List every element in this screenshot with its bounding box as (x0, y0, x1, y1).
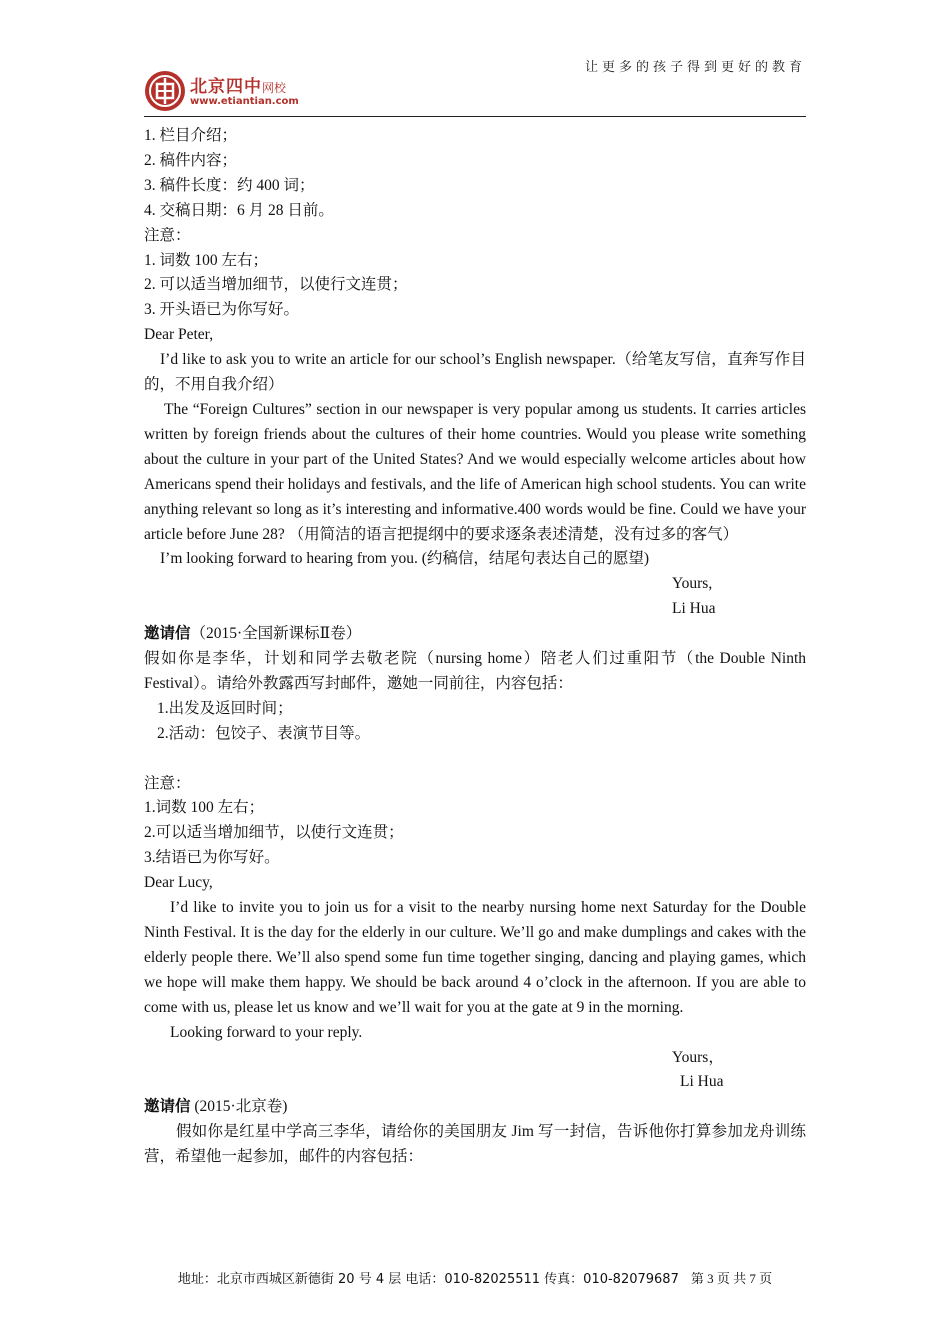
letter-paragraph: Looking forward to your reply. (170, 1023, 363, 1041)
section-title: 邀请信 (144, 1098, 191, 1116)
logo-name: 北京四中网校 (190, 77, 287, 97)
section-title: 邀请信 (144, 625, 191, 643)
page-footer (0, 1268, 950, 1287)
document-body (144, 124, 806, 1170)
letter-paragraph: I’d like to ask you to write an article for our school’s English newspaper.（给笔友写信，直奔写作目的，不用自我介绍） (144, 351, 806, 394)
text-line: 3. 稿件长度：约 400 词； (144, 176, 315, 194)
text-line: 2.可以适当增加细节，以使行文连贯； (144, 824, 404, 842)
header-slogan: 让更多的孩子得到更好的教育 (584, 60, 806, 75)
text-line: 1. 栏目介绍； (144, 127, 238, 144)
text-line: 注意： (144, 226, 191, 244)
letter-closing: Yours, (672, 575, 713, 593)
letter-salutation: Dear Peter, (144, 326, 214, 344)
letter-paragraph: The “Foreign Cultures” section in our newspaper is very popular among us students. It carries articles written by foreign friends about the cultures of their home countries. Would you please write something about the culture in your part of the United States? And we would especially welcome articles about how Americans spend their holidays and festivals, and the life of American high school students. You can write anything relevant so long as it’s interesting and informative.400 words would be fine. Could we have your article before June 28? （用简洁的语言把提纲中的要求逐条表述清楚，没有过多的客气） (144, 400, 806, 543)
text-line: 2. 稿件内容； (144, 151, 238, 169)
page-header (144, 50, 806, 117)
letter-signature: Li Hua (672, 600, 716, 618)
logo-emblem-icon (144, 70, 186, 112)
section-heading (144, 622, 806, 647)
section-source: (2015·北京卷) (190, 1098, 288, 1116)
text-line: 1.出发及返回时间； (157, 699, 293, 717)
text-line: 1.词数 100 左右； (144, 799, 265, 817)
task-prompt: 假如你是红星中学高三李华，请给你的美国朋友 Jim 写一封信，告诉他你打算参加龙舟训练营，希望他一起参加，邮件的内容包括： (144, 1123, 806, 1166)
task-prompt: 假如你是李华，计划和同学去敬老院（nursing home）陪老人们过重阳节（the Double Ninth Festival）。请给外教露西写封邮件，邀她一同前往，内容包括： (144, 650, 806, 692)
letter-closing: Yours， (672, 1048, 724, 1066)
section-heading (144, 1095, 806, 1120)
letter-paragraph: I’m looking forward to hearing from you. (约稿信，结尾句表达自己的愿望) (160, 550, 650, 568)
text-line: 注意： (144, 774, 191, 792)
text-line: 4. 交稿日期：6 月 28 日前。 (144, 201, 334, 219)
letter-paragraph: I’d like to invite you to join us for a visit to the nearby nursing home next Saturday for the Double Ninth Festival. It is the day for the elderly in our culture. We’ll go and make dumplings and cakes with the elderly people there. We’ll also spend some fun time together singing, dancing and playing games, which we hope will make them happy. We should be back around 4 o’clock in the afternoon. If you are able to come with us, please let us know and we’ll wait for you at the gate at 9 in the morning. (144, 899, 806, 1016)
school-logo (144, 70, 344, 114)
letter-signature: Li Hua (680, 1073, 724, 1091)
letter-salutation: Dear Lucy, (144, 874, 213, 892)
spacer (144, 747, 806, 772)
page-number: 第 3 页 共 7 页 (690, 1271, 773, 1286)
text-line: 3. 开头语已为你写好。 (144, 301, 300, 319)
text-line: 2. 可以适当增加细节，以使行文连贯； (144, 276, 408, 294)
section-source: （2015·全国新课标Ⅱ卷） (190, 625, 362, 643)
text-line: 2.活动：包饺子、表演节目等。 (157, 724, 371, 742)
text-line: 1. 词数 100 左右； (144, 251, 269, 269)
footer-address: 地址：北京市西城区新德街 20 号 4 层 电话：010-82025511 传真：010-82079687 (177, 1272, 679, 1287)
logo-url: www.etiantian.com (190, 96, 299, 107)
text-line: 3.结语已为你写好。 (144, 849, 280, 867)
